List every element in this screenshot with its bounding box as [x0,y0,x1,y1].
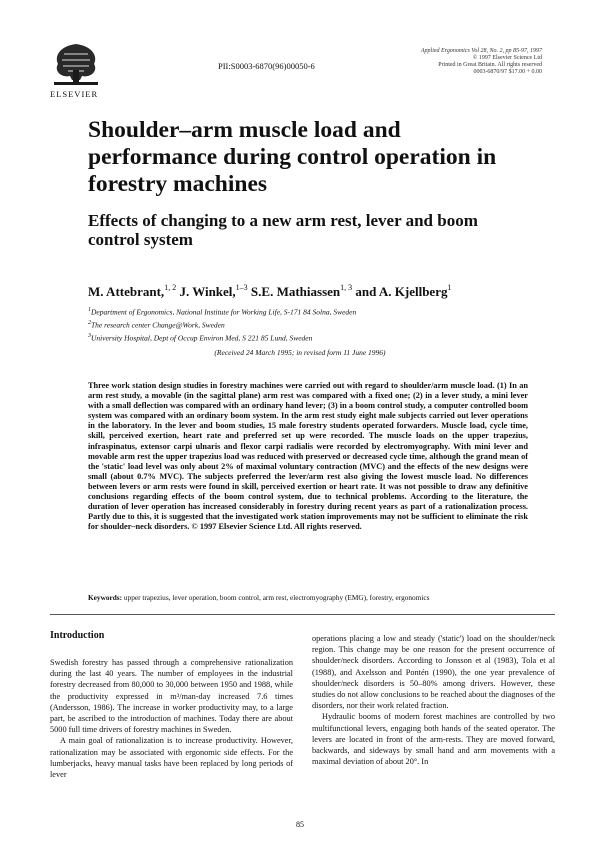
page-number: 85 [296,820,304,829]
keywords-label: Keywords: [88,593,123,602]
affiliation-sup: 2 [88,320,91,326]
body-paragraph: operations placing a low and steady ('static') load on the shoulder/neck region. This change may be one reason for the present occurrence of shoulder/neck disorders. According to Jonsson et al (1983), Tola et al (1988), and Axelsson and Pontén (1990), the one year prevalence of shoulder/neck disorders is 50–80% among drivers. However, these studies do not allow conclusions to be reached about the diagnoses of the disorders, nor their work related fraction. [312,634,555,711]
journal-line: Printed in Great Britain. All rights reserved [438,62,542,68]
journal-info [382,48,542,76]
journal-line: Applied Ergonomics Vol 28, No. 2, pp 85-97, 1997 [420,48,542,54]
author-name: and A. Kjellberg [355,284,448,299]
pii-code: PII:S0003-6870(96)00050-6 [218,61,315,71]
affiliation-text: The research center Change@Work, Sweden [91,320,225,330]
author-affil-sup: 1 [447,283,452,292]
body-paragraph: Swedish forestry has passed through a comprehensive rationalization during the last 40 years. The number of employees in the industrial forestry decreased from 80,000 to 30,000 between 1950 and 1988, while the productivity expressed in m³/man-day increased 7.6 times (Andersson, 1986). The increase in worker productivity may, to a large part, be ascribed to the introduction of machines. Today there are about 5000 full time drivers of forestry machines in Sweden. [50,658,293,735]
affiliation-text: Department of Ergonomics, National Institute for Working Life, S-171 84 Solna, Sweden [91,307,357,317]
affiliation-sup: 3 [88,333,91,339]
section-divider [50,614,555,615]
body-paragraph: A main goal of rationalization is to increase productivity. However, rationalization may be associated with ergonomic side effects. For the lumberjacks, heavy manual tasks have been replaced by long periods of lever [50,736,293,780]
body-column-left [50,657,293,780]
affiliation [88,305,528,318]
author-name: S.E. Mathiassen [250,284,341,299]
publisher-logo [50,40,102,86]
abstract: Three work station design studies in forestry machines were carried out with regard to shoulder/arm muscle load. (1) In an arm rest study, a movable (in the sagittal plane) arm rest was compared with a fixed one; (2) in a lever study, a mini lever with a small deflection was compared with an ordinary hand lever; (3) in a boom control study, a computer controlled boom system was compared with an ordinary boom system. In the arm rest study eight male subjects carried out lever operations in the laboratory. In the lever and boom studies, 15 male forestry students operated forwarders. Muscle load, cycle time, skill, perceived exertion, heart rate and preferred set up were recorded. The muscle loads on the upper trapezius, infraspinatus, extensor carpi ulnaris and flexor carpi radialis were recorded by electromyography. With mini lever and movable arm rest the upper trapezius load was reduced with preserved or decreased cycle time, although the grand mean of the 'static' load level was only about 2% of maximal voluntary contraction (MVC) and the effects of the new designs were small (about 0.7% MVC). The subjects preferred the lever/arm rest also giving the lowest muscle load. No differences between levers or arm rests were found in skill, perceived exertion or heart rate. It was not possible to draw any definitive conclusions regarding effects of the boom control system, due to technical problems. According to the literature, the duration of lever operation has increased considerably in forestry during recent years as part of a rationalization process. Partly due to this, it is suggested that the investigated work station improvements may not be sufficient to eliminate the risk for shoulder–neck disorders. © 1997 Elsevier Science Ltd. All rights reserved. [88,381,528,532]
paper-title: Shoulder–arm muscle load and performance during control operation in forestry machines [88,117,497,197]
journal-line: © 1997 Elsevier Science Ltd [472,55,542,61]
author-affil-sup: 1–3 [235,283,248,292]
author-name: J. Winkel, [179,284,236,299]
affiliations [88,305,528,344]
keywords-text: upper trapezius, lever operation, boom control, arm rest, electromyography (EMG), forestry, ergonomics [123,593,430,602]
author-name: M. Attebrant, [88,284,165,299]
elsevier-tree-logo-icon [50,40,102,86]
affiliation-sup: 1 [88,307,91,313]
publisher-name: ELSEVIER [50,89,99,99]
body-column-right [312,633,555,767]
author-list [88,283,451,300]
paper-subtitle: Effects of changing to a new arm rest, lever and boom control system [88,211,478,249]
body-paragraph: Hydraulic booms of modern forest machines are controlled by two multifunctional levers, engaging both hands of the seated operator. The levers are located in front of the arm-rests. They are moved forward, backwards, and sideways by small hand and arm movements with a maximal deviation of about 20°. In [312,712,555,767]
affiliation [88,331,528,344]
affiliation-text: University Hospital, Dept of Occup Environ Med, S 221 85 Lund, Sweden [91,333,313,343]
affiliation [88,318,528,331]
section-heading-introduction: Introduction [50,630,105,641]
author-affil-sup: 1, 3 [340,283,353,292]
keywords [88,593,548,602]
author-affil-sup: 1, 2 [164,283,177,292]
received-dates: (Received 24 March 1995; in revised form 11 June 1996) [214,348,386,357]
journal-line: 0003-6870/97 $17.00 + 0.00 [473,69,542,75]
